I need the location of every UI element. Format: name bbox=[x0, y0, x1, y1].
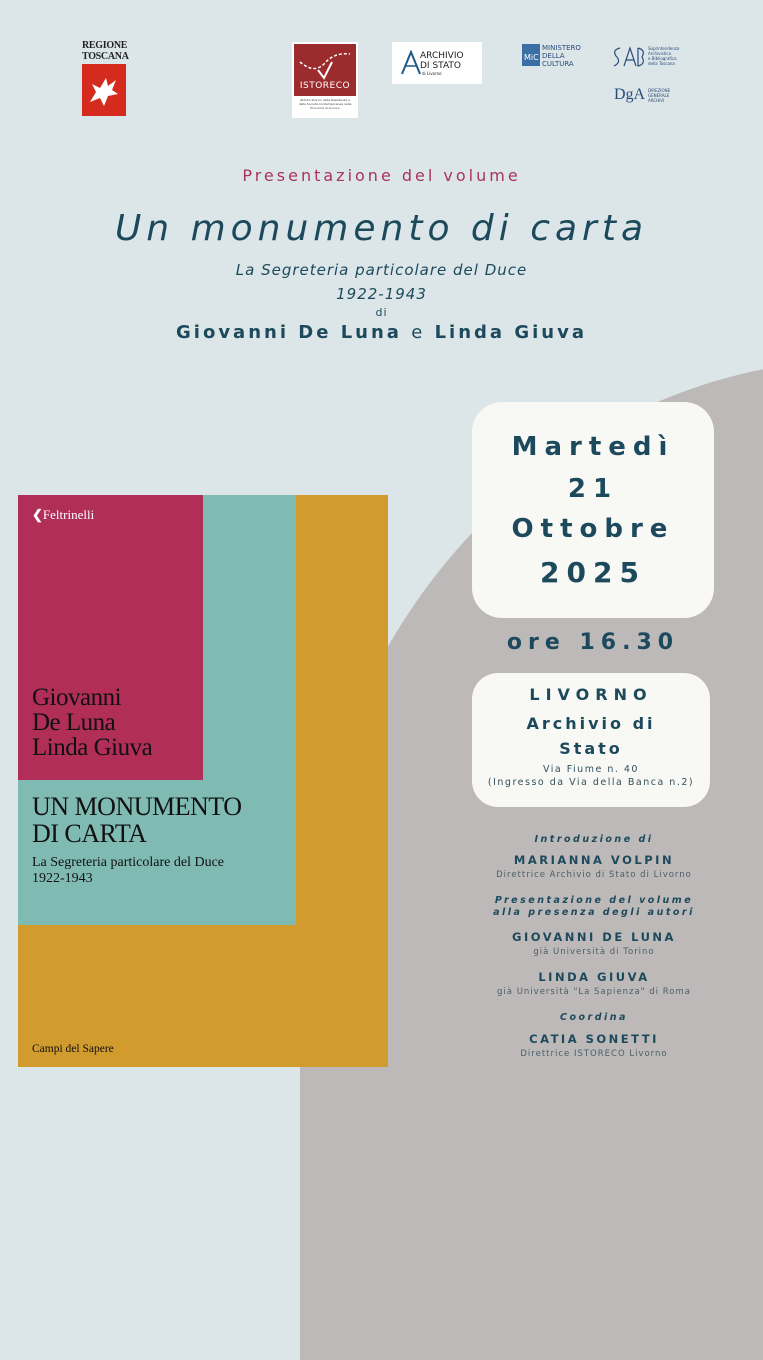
book-author-line3: Linda Giuva bbox=[32, 734, 153, 761]
soprintendenza-logo bbox=[610, 46, 690, 70]
dga-line2: GENERALE bbox=[648, 93, 670, 98]
speaker-1-role: già Università di Torino bbox=[533, 947, 655, 957]
regione-toscana-logo bbox=[82, 40, 130, 118]
venue-city: LIVORNO bbox=[529, 685, 653, 704]
event-time: ore 16.30 bbox=[506, 630, 680, 655]
intro-name: MARIANNA VOLPIN bbox=[513, 853, 675, 867]
event-date: 21 bbox=[567, 474, 619, 504]
venue-card bbox=[472, 673, 710, 807]
soprintendenza-line2: Archivistica bbox=[648, 51, 672, 56]
ministero-line1: MINISTERO bbox=[542, 44, 581, 52]
ministero-line3: CULTURA bbox=[542, 60, 574, 68]
venue-address bbox=[472, 763, 710, 789]
book-cover bbox=[18, 495, 388, 1067]
presentation-label: Presentazione del volume bbox=[242, 166, 521, 185]
dga-line3: ARCHIVI bbox=[648, 98, 665, 103]
svg-text:MiC: MiC bbox=[524, 53, 539, 62]
book-title-line1: UN MONUMENTO bbox=[32, 792, 242, 821]
presentation-label-2: alla presenza degli autori bbox=[493, 907, 695, 918]
ministero-line2: DELLA bbox=[542, 52, 565, 60]
venue-line2: Stato bbox=[559, 739, 623, 758]
soprintendenza-line3: e Bibliografica bbox=[648, 56, 677, 61]
archivio-stato-logo bbox=[392, 42, 482, 84]
presentation-label-1: Presentazione del volume bbox=[494, 895, 694, 906]
venue-name bbox=[472, 711, 710, 761]
event-years: 1922-1943 bbox=[336, 285, 427, 303]
sab-mark-icon bbox=[610, 46, 646, 68]
dga-mark: DgA bbox=[614, 86, 646, 103]
event-subtitle: La Segreteria particolare del Duce bbox=[235, 261, 528, 279]
dga-logo bbox=[614, 86, 684, 108]
archivio-line3: di Livorno bbox=[422, 71, 442, 76]
coordinator-name: CATIA SONETTI bbox=[529, 1032, 659, 1046]
book-subtitle-text: La Segreteria particolare del Duce bbox=[32, 855, 225, 870]
regione-line1: REGIONE bbox=[82, 40, 128, 51]
speaker-2-role: già Università "La Sapienza" di Roma bbox=[497, 987, 691, 997]
date-card bbox=[472, 402, 714, 618]
event-title: Un monumento di carta bbox=[114, 208, 649, 249]
archivio-line1: ARCHIVIO bbox=[420, 51, 464, 61]
dga-line1: DIREZIONE bbox=[648, 88, 671, 93]
speaker-1-name: GIOVANNI DE LUNA bbox=[512, 930, 676, 944]
intro-label: Introduzione di bbox=[534, 834, 654, 845]
istoreco-name: ISTORECO bbox=[299, 81, 351, 91]
istoreco-logo bbox=[292, 42, 358, 118]
event-month: Ottobre bbox=[511, 514, 675, 544]
intro-role: Direttrice Archivio di Stato di Livorno bbox=[496, 870, 692, 880]
speaker-2-name: LINDA GIUVA bbox=[538, 970, 650, 984]
author-1: Giovanni De Luna bbox=[176, 322, 402, 343]
event-day: Martedì bbox=[511, 432, 675, 462]
book-publisher bbox=[32, 507, 94, 523]
coordinator-label: Coordina bbox=[560, 1012, 628, 1023]
publisher-name: Feltrinelli bbox=[42, 507, 95, 522]
authors-line bbox=[0, 322, 763, 343]
book-authors bbox=[32, 685, 152, 760]
author-2: Linda Giuva bbox=[434, 322, 587, 343]
istoreco-caption: Istituto Storico della Resistenza e della Società Contemporanea nella Provincia di Livorno bbox=[298, 98, 352, 110]
coordinator-role: Direttrice ISTORECO Livorno bbox=[520, 1049, 668, 1059]
book-years: 1922-1943 bbox=[32, 871, 93, 886]
mic-mark-icon bbox=[522, 44, 540, 66]
soprintendenza-line4: della Toscana bbox=[648, 61, 675, 66]
book-author-line2: De Luna bbox=[32, 709, 116, 736]
address-line1: Via Fiume n. 40 bbox=[543, 764, 639, 775]
book-subtitle bbox=[32, 855, 224, 887]
soprintendenza-line1: Soprintendenza bbox=[648, 46, 680, 51]
venue-line1: Archivio di bbox=[526, 714, 656, 733]
regione-line2: TOSCANA bbox=[82, 51, 129, 62]
archivio-line2: DI STATO bbox=[420, 61, 461, 71]
author-conjunction: e bbox=[411, 322, 426, 343]
book-series: Campi del Sapere bbox=[32, 1043, 114, 1055]
event-year: 2025 bbox=[540, 556, 646, 589]
ministero-cultura-logo bbox=[522, 44, 582, 68]
archivio-a-icon bbox=[400, 50, 422, 76]
feltrinelli-f-icon: ❮ bbox=[32, 507, 43, 522]
book-title bbox=[32, 793, 241, 847]
book-title-line2: DI CARTA bbox=[32, 819, 147, 848]
address-line2: (Ingresso da Via della Banca n.2) bbox=[487, 777, 695, 788]
book-author-line1: Giovanni bbox=[32, 684, 122, 711]
by-label: di bbox=[375, 306, 388, 319]
pegasus-icon bbox=[82, 64, 126, 116]
